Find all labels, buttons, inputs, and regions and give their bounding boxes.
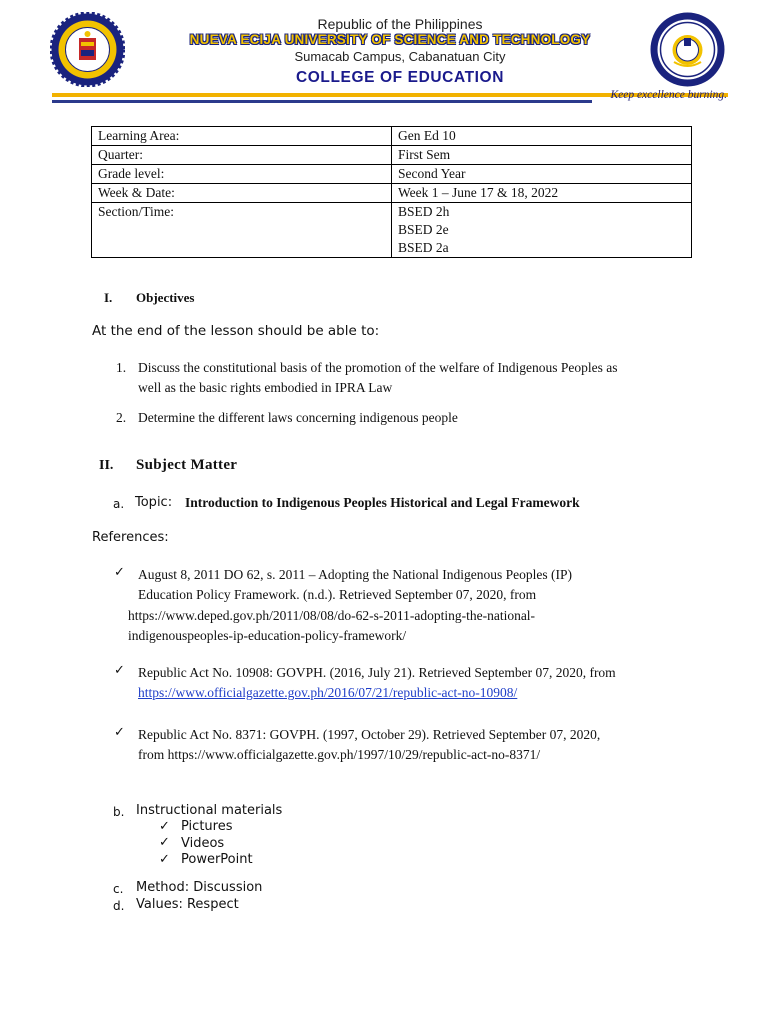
objective-text-line: Determine the different laws concerning indigenous people: [138, 410, 458, 425]
table-cell-label: Section/Time:: [92, 203, 392, 258]
objective-text-line: well as the basic rights embodied in IPRA Law: [138, 380, 393, 395]
checkmark-icon: ✓: [159, 818, 170, 833]
objective-text-line: Discuss the constitutional basis of the promotion of the welfare of Indigenous Peoples as: [138, 360, 618, 375]
table-cell-label: Week & Date:: [92, 184, 392, 203]
motto: Keep excellence burning.: [610, 89, 727, 101]
reference-line: indigenouspeoples-ip-education-policy-framework/: [128, 628, 407, 643]
lesson-info-table: [91, 126, 692, 258]
section-entry: BSED 2a: [398, 240, 449, 255]
section-entry: BSED 2h: [398, 204, 450, 219]
table-cell-value: Second Year: [392, 165, 692, 184]
college-of-education-seal-icon: [650, 12, 725, 87]
material-item: Pictures: [181, 819, 233, 834]
reference-line: Republic Act No. 8371: GOVPH. (1997, October 29). Retrieved September 07, 2020,: [138, 727, 601, 742]
references-label: References:: [92, 530, 169, 545]
reference-link[interactable]: https://www.officialgazette.gov.ph/2016/07/21/republic-act-no-10908/: [138, 685, 518, 700]
values-text: Values: Respect: [136, 897, 239, 912]
section-title-subject-matter: Subject Matter: [136, 457, 238, 473]
method-text: Method: Discussion: [136, 880, 263, 895]
section-number-objectives: I.: [104, 290, 113, 305]
objective-number: 1.: [116, 360, 127, 375]
method-letter: c.: [113, 882, 124, 896]
table-row: [92, 146, 692, 165]
material-item: PowerPoint: [181, 852, 253, 867]
material-item: Videos: [181, 836, 225, 851]
checkmark-icon: ✓: [114, 724, 125, 739]
reference-line: Republic Act No. 10908: GOVPH. (2016, July 21). Retrieved September 07, 2020, from: [138, 665, 616, 680]
university-name: NUEVA ECIJA UNIVERSITY OF SCIENCE AND TECHNOLOGY: [189, 32, 591, 47]
checkmark-icon: ✓: [114, 564, 125, 579]
table-cell-value: Week 1 – June 17 & 18, 2022: [392, 184, 692, 203]
table-row: [92, 165, 692, 184]
values-letter: d.: [113, 899, 125, 913]
table-cell-label: Grade level:: [92, 165, 392, 184]
table-row: [92, 184, 692, 203]
reference-line: August 8, 2011 DO 62, s. 2011 – Adopting the National Indigenous Peoples (IP): [138, 567, 572, 582]
section-title-objectives: Objectives: [136, 290, 195, 305]
objective-number: 2.: [116, 410, 127, 425]
checkmark-icon: ✓: [159, 851, 170, 866]
neust-seal-icon: [50, 12, 125, 87]
section-number-subject-matter: II.: [99, 458, 114, 473]
table-row: [92, 127, 692, 146]
header-blue-bar: [52, 100, 592, 103]
materials-letter: b.: [113, 805, 125, 819]
table-cell-value: First Sem: [392, 146, 692, 165]
reference-line: https://www.deped.gov.ph/2011/08/08/do-62-s-2011-adopting-the-national-: [128, 608, 536, 623]
campus-name: Sumacab Campus, Cabanatuan City: [294, 49, 506, 64]
materials-label: Instructional materials: [136, 803, 283, 818]
table-cell-value: [392, 203, 692, 258]
table-row: [92, 203, 692, 258]
section-entry: BSED 2e: [398, 222, 449, 237]
reference-line: Education Policy Framework. (n.d.). Retrieved September 07, 2020, from: [138, 587, 537, 602]
table-cell-value: Gen Ed 10: [392, 127, 692, 146]
topic-letter: a.: [113, 497, 125, 511]
topic-value: Introduction to Indigenous Peoples Historical and Legal Framework: [185, 495, 580, 510]
reference-line: from https://www.officialgazette.gov.ph/1997/10/29/republic-act-no-8371/: [138, 747, 541, 762]
table-cell-label: Learning Area:: [92, 127, 392, 146]
republic-heading: Republic of the Philippines: [317, 16, 483, 32]
college-name: COLLEGE OF EDUCATION: [295, 69, 505, 86]
objectives-intro: At the end of the lesson should be able to:: [92, 323, 380, 339]
checkmark-icon: ✓: [114, 662, 125, 677]
table-cell-label: Quarter:: [92, 146, 392, 165]
checkmark-icon: ✓: [159, 834, 170, 849]
topic-label: Topic:: [135, 495, 173, 510]
